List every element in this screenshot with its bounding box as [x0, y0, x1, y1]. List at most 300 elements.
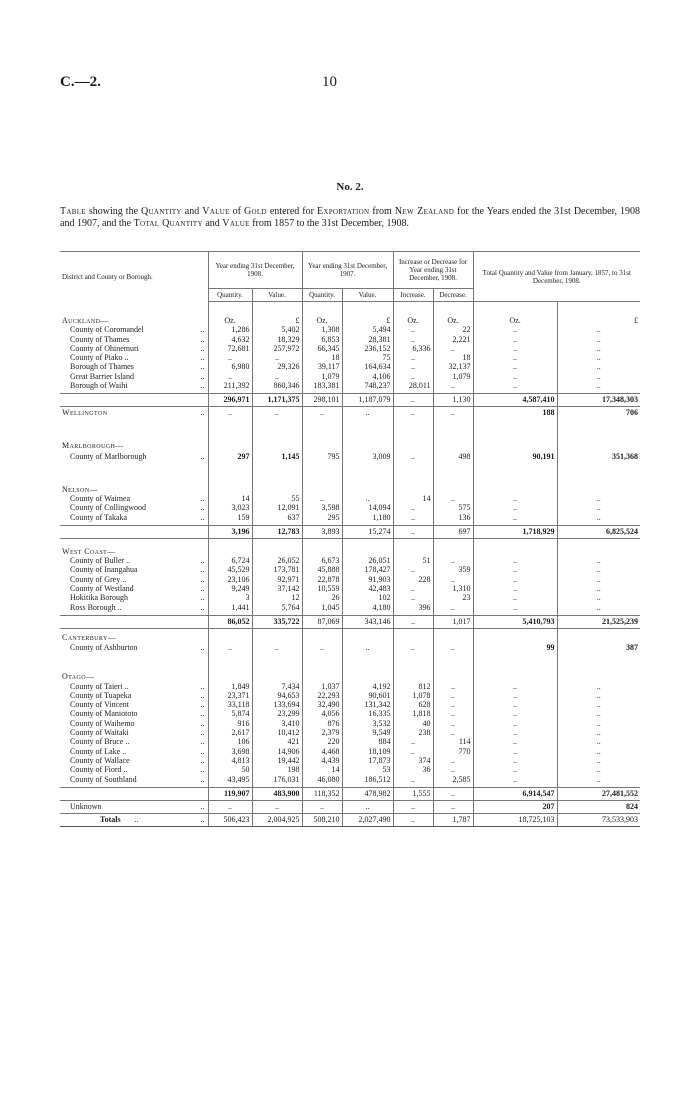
col-ye1908: Year ending 31st December, 1908. — [208, 252, 302, 289]
blank-cell — [557, 547, 640, 556]
cell-v08: .. — [252, 642, 302, 654]
row-label: County of Thames — [70, 334, 130, 344]
table-row — [60, 691, 640, 700]
col-district: District and County or Borough. — [60, 252, 208, 302]
subtotal-v08: 12,783 — [252, 525, 302, 538]
spacer — [208, 463, 252, 485]
cell-tv: .. — [557, 682, 640, 691]
table-row — [60, 503, 640, 512]
cell-v08: 19,442 — [252, 756, 302, 765]
table-row — [60, 775, 640, 784]
row-leader — [196, 525, 208, 538]
cell-inc: 1,818 — [393, 709, 433, 718]
subtotal-q08: 296,971 — [208, 394, 252, 407]
total-q07: 508,210 — [302, 813, 342, 826]
row-leader: .. — [200, 774, 205, 784]
row-label: County of Takaka — [70, 512, 128, 522]
cell-v08: 257,972 — [252, 344, 302, 353]
cell-dec: 770 — [433, 747, 473, 756]
row-label: County of Westland — [70, 584, 134, 594]
cell-inc: .. — [393, 584, 433, 593]
cell-tq: .. — [473, 494, 557, 503]
cell-v08: 7,434 — [252, 682, 302, 691]
row-leader: .. — [200, 556, 205, 566]
cell-v07: 9,549 — [342, 728, 393, 737]
cell-v07: .. — [342, 494, 393, 503]
subtotal-v07: 15,274 — [342, 525, 393, 538]
row-label: Hokitika Borough — [70, 593, 128, 603]
cell-v08: 14,906 — [252, 747, 302, 756]
cell-tv: .. — [557, 737, 640, 746]
blank-cell — [473, 672, 557, 681]
unit-label: Oz. — [302, 316, 342, 325]
spacer — [60, 654, 208, 672]
col-dec: Decrease. — [433, 289, 473, 302]
cell-dec: .. — [433, 407, 473, 420]
row-label: County of Inangahua — [70, 565, 138, 575]
row-label: County of Ashburton — [70, 643, 138, 653]
table-row — [60, 747, 640, 756]
spacer — [60, 463, 208, 485]
row-label: County of Wallace — [70, 755, 130, 765]
row-label: County of Piako .. — [70, 353, 129, 363]
blank-cell — [433, 485, 473, 494]
cell-q08: 297 — [208, 451, 252, 463]
cell-q08: 6,724 — [208, 556, 252, 565]
cell-tv: .. — [557, 691, 640, 700]
cell-v07: 18,109 — [342, 747, 393, 756]
row-leader: .. — [200, 451, 205, 461]
group-name: Nelson— — [62, 484, 98, 494]
cell-v08: .. — [252, 407, 302, 420]
subtotal-tv: 17,348,303 — [557, 394, 640, 407]
cell-tq: .. — [473, 682, 557, 691]
cell-dec: .. — [433, 765, 473, 774]
cell-q07: 6,673 — [302, 556, 342, 565]
table-row — [60, 372, 640, 381]
table-row — [60, 593, 640, 602]
col-v08: Value. — [252, 289, 302, 302]
cell-tq: 99 — [473, 642, 557, 654]
cell-tv: .. — [557, 775, 640, 784]
cell-q08: 33,118 — [208, 700, 252, 709]
blank-cell — [302, 633, 342, 642]
cell-tq: .. — [473, 344, 557, 353]
cell-tv: .. — [557, 700, 640, 709]
spacer — [557, 538, 640, 547]
cell-tv: .. — [557, 728, 640, 737]
table-row — [60, 756, 640, 765]
cell-dec: .. — [433, 603, 473, 612]
row-label: Borough of Waihi — [70, 381, 128, 391]
blank-cell — [252, 633, 302, 642]
table-row — [60, 353, 640, 362]
blank-cell — [208, 633, 252, 642]
table-row — [60, 362, 640, 371]
cell-q07: 1,037 — [302, 682, 342, 691]
spacer — [60, 538, 208, 547]
subtotal-v07: 343,146 — [342, 615, 393, 628]
table-number: No. 2. — [336, 181, 364, 193]
cell-inc: .. — [393, 503, 433, 512]
cell-v07: 26,051 — [342, 556, 393, 565]
cell-inc: 396 — [393, 603, 433, 612]
spacer — [393, 654, 433, 672]
spacer — [60, 419, 208, 441]
cell-dec: .. — [433, 344, 473, 353]
subtotal-tq: 4,587,410 — [473, 394, 557, 407]
cell-q08: 72,681 — [208, 344, 252, 353]
cell-inc: .. — [393, 372, 433, 381]
cell-dec: 23 — [433, 593, 473, 602]
cell-inc: 812 — [393, 682, 433, 691]
subtotal-inc: .. — [393, 394, 433, 407]
blank-cell — [208, 547, 252, 556]
row-leader: .. — [200, 343, 205, 353]
cell-dec: 1,079 — [433, 372, 473, 381]
cell-tq: .. — [473, 565, 557, 574]
subtotal-v08: 483,900 — [252, 787, 302, 800]
cell-v07: 186,512 — [342, 775, 393, 784]
cell-tq: .. — [473, 765, 557, 774]
row-label — [60, 525, 196, 538]
spacer — [342, 419, 393, 441]
group-name: Canterbury— — [62, 632, 117, 642]
cell-v07: 748,237 — [342, 381, 393, 390]
col-total: Total Quantity and Value from January, 1857, to 31st December, 1908. — [473, 252, 640, 302]
spacer — [302, 463, 342, 485]
cell-tq: .. — [473, 353, 557, 362]
cell-q08: 916 — [208, 719, 252, 728]
spacer-row — [60, 538, 640, 547]
cell-tv: .. — [557, 362, 640, 371]
cell-q07: 46,080 — [302, 775, 342, 784]
cell-tv: .. — [557, 381, 640, 390]
blank-cell — [557, 485, 640, 494]
cell-v07: 4,106 — [342, 372, 393, 381]
cell-tv: .. — [557, 503, 640, 512]
cell-tq: .. — [473, 700, 557, 709]
row-leader: .. — [200, 801, 205, 811]
cell-dec: 2,221 — [433, 335, 473, 344]
cell-tv: .. — [557, 335, 640, 344]
subtotal-row — [60, 615, 640, 628]
cell-q08: 3,698 — [208, 747, 252, 756]
cell-inc: 28,011 — [393, 381, 433, 390]
table-row — [60, 800, 640, 813]
report-code: C.—2. — [60, 74, 101, 90]
table-row — [60, 584, 640, 593]
cell-dec: .. — [433, 691, 473, 700]
spacer — [342, 654, 393, 672]
spacer — [433, 654, 473, 672]
cell-tq: .. — [473, 775, 557, 784]
table-row — [60, 765, 640, 774]
subtotal-v08: 335,722 — [252, 615, 302, 628]
cell-v08: 1,145 — [252, 451, 302, 463]
blank-cell — [208, 441, 252, 450]
spacer-row — [60, 654, 640, 672]
row-label: County of Taieri .. — [70, 681, 129, 691]
cell-tv: .. — [557, 575, 640, 584]
blank-cell — [557, 633, 640, 642]
cell-tq: .. — [473, 593, 557, 602]
cell-inc: .. — [393, 335, 433, 344]
cell-tq: .. — [473, 603, 557, 612]
spacer — [208, 538, 252, 547]
cell-tq: .. — [473, 747, 557, 756]
spacer — [342, 538, 393, 547]
row-label: County of Ohinemuri — [70, 343, 139, 353]
unit-label: Oz. — [208, 316, 252, 325]
total-q08: 506,423 — [208, 813, 252, 826]
cell-q07: 22,293 — [302, 691, 342, 700]
cell-q07: 18 — [302, 353, 342, 362]
cell-tq: .. — [473, 584, 557, 593]
cell-v07: 16,335 — [342, 709, 393, 718]
row-leader: .. — [200, 709, 205, 719]
cell-dec: .. — [433, 494, 473, 503]
blank-cell — [473, 485, 557, 494]
subtotal-q07: 298,101 — [302, 394, 342, 407]
cell-v08: 176,031 — [252, 775, 302, 784]
cell-v08: 12 — [252, 593, 302, 602]
subtotal-tv: 21,525,239 — [557, 615, 640, 628]
blank-cell — [433, 633, 473, 642]
spacer — [433, 419, 473, 441]
spacer — [557, 419, 640, 441]
spacer — [393, 419, 433, 441]
cell-q08: 45,529 — [208, 565, 252, 574]
subtotal-dec: 1,130 — [433, 394, 473, 407]
cell-inc: .. — [393, 747, 433, 756]
cell-v08: 3,410 — [252, 719, 302, 728]
subtotal-q07: 118,352 — [302, 787, 342, 800]
cell-q08: .. — [208, 800, 252, 813]
spacer — [208, 419, 252, 441]
blank-cell — [393, 441, 433, 450]
cell-tv: .. — [557, 556, 640, 565]
blank-cell — [302, 485, 342, 494]
cell-q08: .. — [208, 353, 252, 362]
row-leader: .. — [200, 643, 205, 653]
spacer — [252, 538, 302, 547]
cell-q08: 5,874 — [208, 709, 252, 718]
subtotal-dec: 697 — [433, 525, 473, 538]
col-ye1907: Year ending 31st December, 1907. — [302, 252, 393, 289]
blank-cell — [473, 633, 557, 642]
subtotal-inc: 1,555 — [393, 787, 433, 800]
subtotal-q07: 87,069 — [302, 615, 342, 628]
total-tv: 73,533,903 — [557, 813, 640, 826]
cell-inc: .. — [393, 353, 433, 362]
row-label: County of Fiord .. — [70, 765, 128, 775]
spacer — [252, 654, 302, 672]
cell-q07: 6,853 — [302, 335, 342, 344]
cell-inc: .. — [393, 513, 433, 522]
row-leader: .. — [200, 700, 205, 710]
cell-q07: 4,056 — [302, 709, 342, 718]
table-row — [60, 513, 640, 522]
cell-tv: .. — [557, 344, 640, 353]
cell-q07: 1,045 — [302, 603, 342, 612]
cell-dec: 114 — [433, 737, 473, 746]
blank-cell — [473, 547, 557, 556]
row-label: Great Barrier Island — [70, 371, 134, 381]
cell-dec: .. — [433, 700, 473, 709]
cell-v08: 94,653 — [252, 691, 302, 700]
subtotal-q08: 3,196 — [208, 525, 252, 538]
cell-dec: .. — [433, 642, 473, 654]
cell-tv: .. — [557, 593, 640, 602]
cell-tv: .. — [557, 353, 640, 362]
cell-q08: .. — [208, 407, 252, 420]
table-row — [60, 344, 640, 353]
group-name: Otago— — [62, 672, 95, 682]
cell-q07: 4,468 — [302, 747, 342, 756]
cell-v08: 5,402 — [252, 325, 302, 334]
cell-tq: .. — [473, 737, 557, 746]
table-row — [60, 556, 640, 565]
row-leader: .. — [200, 334, 205, 344]
row-label: County of Vincent — [70, 700, 129, 710]
cell-dec: .. — [433, 682, 473, 691]
spacer — [433, 538, 473, 547]
cell-q08: 1,441 — [208, 603, 252, 612]
cell-inc: .. — [393, 325, 433, 334]
cell-q08: 159 — [208, 513, 252, 522]
total-tq: 18,725,103 — [473, 813, 557, 826]
table-caption: Table showing the Quantity and Value of Gold entered for Exportation from New Zealand for the Years ended the 31st December, 1908 and 1907, and the Total Quantity and Value from 1857 to the 31st December, 1908. — [60, 206, 641, 229]
cell-q07: 22,878 — [302, 575, 342, 584]
cell-v07: .. — [342, 642, 393, 654]
unit-label: £ — [252, 316, 302, 325]
cell-inc: .. — [393, 362, 433, 371]
spacer — [473, 538, 557, 547]
subtotal-tq: 5,410,793 — [473, 615, 557, 628]
blank-cell — [252, 672, 302, 681]
spacer — [473, 419, 557, 441]
group-heading — [60, 485, 640, 494]
cell-q07: 2,379 — [302, 728, 342, 737]
cell-inc: 6,336 — [393, 344, 433, 353]
cell-inc: 628 — [393, 700, 433, 709]
cell-q07: 1,308 — [302, 325, 342, 334]
spacer — [302, 654, 342, 672]
cell-dec: 32,137 — [433, 362, 473, 371]
cell-dec: .. — [433, 719, 473, 728]
row-label: County of Waihemo — [70, 718, 135, 728]
cell-tv: .. — [557, 719, 640, 728]
row-leader: .. — [200, 728, 205, 738]
cell-tv: 351,368 — [557, 451, 640, 463]
cell-tq: .. — [473, 719, 557, 728]
cell-v07: 3,009 — [342, 451, 393, 463]
cell-v07: .. — [342, 407, 393, 420]
cell-v08: .. — [252, 372, 302, 381]
cell-q07: 183,381 — [302, 381, 342, 390]
spacer — [393, 538, 433, 547]
cell-v07: 28,381 — [342, 335, 393, 344]
row-label: County of Waimea — [70, 493, 131, 503]
cell-q07: .. — [302, 800, 342, 813]
cell-inc: .. — [393, 565, 433, 574]
cell-q08: 3,023 — [208, 503, 252, 512]
group-heading — [60, 547, 640, 556]
cell-v07: 131,342 — [342, 700, 393, 709]
row-leader: .. — [200, 737, 205, 747]
table-row — [60, 728, 640, 737]
cell-q07: .. — [302, 642, 342, 654]
cell-tq: .. — [473, 691, 557, 700]
cell-dec: 22 — [433, 325, 473, 334]
cell-v07: 5,494 — [342, 325, 393, 334]
cell-inc: .. — [393, 642, 433, 654]
row-label — [60, 787, 196, 800]
cell-tv: .. — [557, 603, 640, 612]
cell-v07: 4,180 — [342, 603, 393, 612]
cell-q08: 4,813 — [208, 756, 252, 765]
table-row — [60, 335, 640, 344]
table-row — [60, 565, 640, 574]
cell-q07: 45,888 — [302, 565, 342, 574]
cell-q08: 1,849 — [208, 682, 252, 691]
total-v08: 2,004,925 — [252, 813, 302, 826]
row-label: County of Buller .. — [70, 556, 131, 566]
cell-v08: 5,764 — [252, 603, 302, 612]
group-heading — [60, 633, 640, 642]
blank-cell — [302, 441, 342, 450]
row-leader: .. — [200, 765, 205, 775]
table-row — [60, 709, 640, 718]
col-v07: Value. — [342, 289, 393, 302]
cell-v07: 1,180 — [342, 513, 393, 522]
cell-v08: .. — [252, 800, 302, 813]
subtotal-dec: 1,017 — [433, 615, 473, 628]
row-label: County of Lake .. — [70, 746, 127, 756]
cell-q08: 23,371 — [208, 691, 252, 700]
cell-v08: 198 — [252, 765, 302, 774]
cell-q07: 220 — [302, 737, 342, 746]
cell-q07: 4,439 — [302, 756, 342, 765]
row-label: Borough of Thames — [70, 362, 134, 372]
row-label — [60, 615, 196, 628]
row-leader: .. — [200, 584, 205, 594]
cell-q07: 1,079 — [302, 372, 342, 381]
subtotal-v08: 1,171,375 — [252, 394, 302, 407]
blank-cell — [557, 672, 640, 681]
cell-tq: .. — [473, 556, 557, 565]
cell-v08: 92,971 — [252, 575, 302, 584]
cell-q08: 23,106 — [208, 575, 252, 584]
cell-tv: 387 — [557, 642, 640, 654]
table-row — [60, 603, 640, 612]
cell-tv: .. — [557, 747, 640, 756]
table-row — [60, 325, 640, 334]
blank-cell — [302, 547, 342, 556]
cell-v08: 23,299 — [252, 709, 302, 718]
cell-q08: 6,980 — [208, 362, 252, 371]
row-label: County of Collingwood — [70, 503, 147, 513]
blank-cell — [342, 633, 393, 642]
cell-v07: 102 — [342, 593, 393, 602]
row-leader: .. — [200, 602, 205, 612]
col-inc: Increase. — [393, 289, 433, 302]
row-leader: .. — [200, 325, 205, 335]
cell-tv: .. — [557, 565, 640, 574]
cell-tv: .. — [557, 756, 640, 765]
row-label: County of Waitaki — [70, 728, 129, 738]
